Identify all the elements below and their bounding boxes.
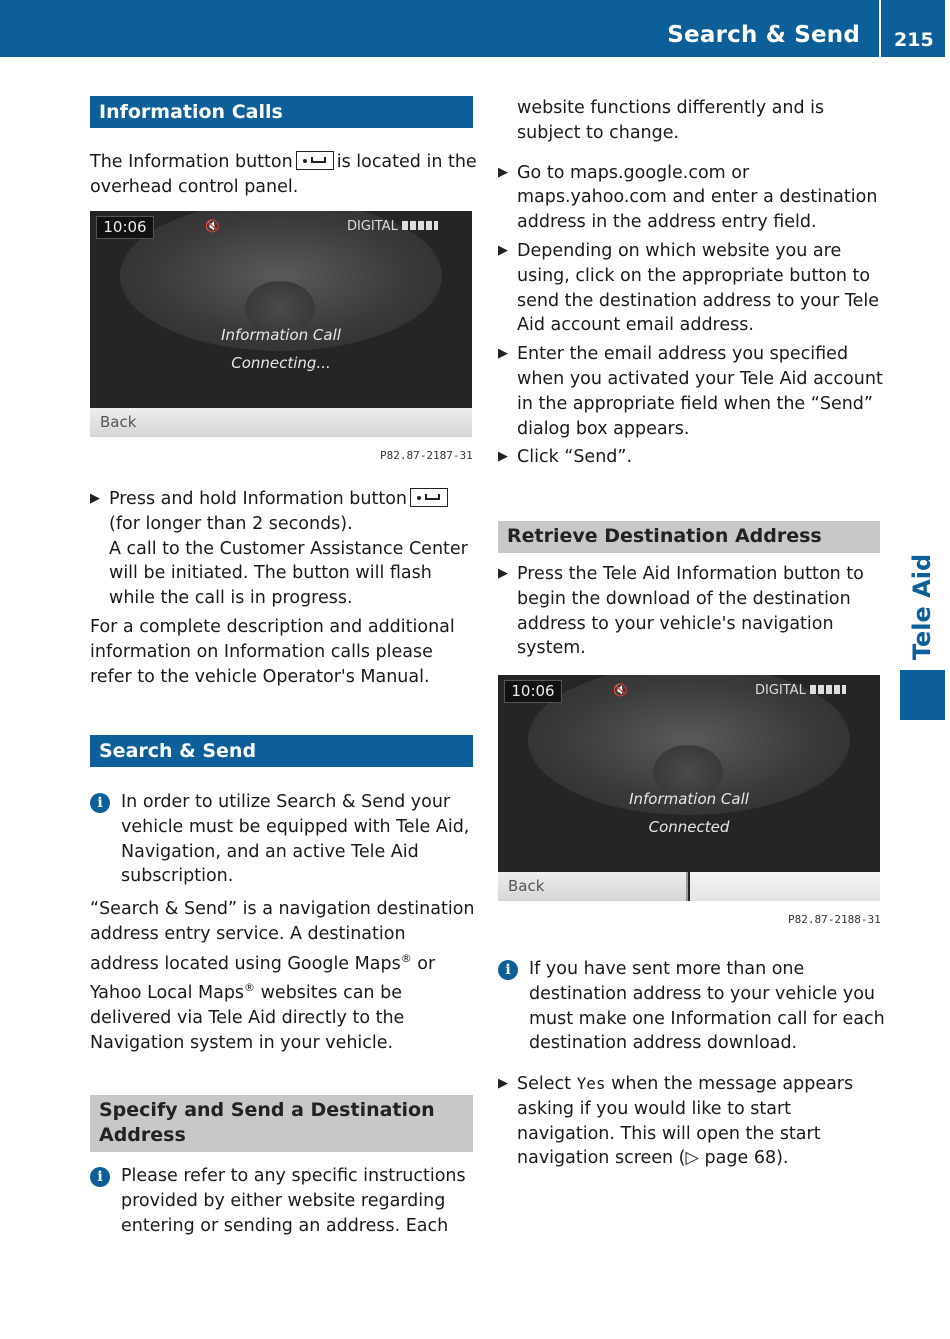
specify-info: i Please refer to any specific instructions provided by either website regarding entering or sending an address. Each — [90, 1164, 478, 1238]
select-yes-step: ▶ Select Yes when the message appears asking if you would like to start navigation. This will open the start navigation screen (▷ page 68). — [498, 1074, 854, 1169]
complete-description: For a complete description and additional information on Information calls please refer to the vehicle Operator's Manual. — [90, 616, 455, 687]
empty-softkey — [690, 872, 880, 901]
bullet-arrow-icon: ▶ — [498, 242, 508, 258]
status-bar — [90, 211, 472, 241]
bullet-arrow-icon: ▶ — [498, 346, 508, 362]
bullet-arrow-icon: ▶ — [90, 491, 100, 506]
status-bar — [498, 675, 880, 705]
info-icon: i — [90, 1167, 110, 1187]
section-heading-search-send: Search & Send — [90, 735, 473, 767]
call-status: Connected — [648, 818, 730, 836]
signal-indicator: DIGITAL — [347, 219, 438, 234]
image-reference: P82.87-2187-31 — [380, 449, 473, 462]
step-1: ▶ Go to maps.google.com or maps.yahoo.com and enter a destination address in the address entry field. — [498, 162, 878, 233]
call-title: Information Call — [221, 326, 341, 344]
signal-indicator: DIGITAL — [755, 683, 846, 698]
section-heading-retrieve: Retrieve Destination Address — [498, 521, 880, 553]
more-addresses-info: i If you have sent more than one destination address to your vehicle you must make one Information call for each destination address download. — [498, 957, 886, 1056]
intro-text-a: The Information button — [90, 152, 293, 172]
section-heading-information-calls: Information Calls — [90, 96, 473, 128]
call-status: Connecting... — [231, 354, 331, 372]
step-4: ▶ Click “Send”. — [498, 445, 886, 470]
side-tab-marker — [900, 670, 945, 720]
bullet-arrow-icon: ▶ — [498, 449, 508, 465]
back-button[interactable]: Back — [498, 872, 688, 901]
press-hold-instruction: ▶ Press and hold Information button (for longer than 2 seconds). A call to the Customer Assistance Center will be initiated. The button will flash while the call is in progress. For a complete description and additional information on Information calls please refer to the vehicle Operator's Manual. — [90, 487, 478, 689]
bullet-arrow-icon: ▶ — [498, 1076, 508, 1091]
screenshot-information-call-connecting — [90, 211, 472, 437]
page-number: 215 — [894, 29, 934, 51]
side-tab-label: Tele Aid — [908, 553, 936, 661]
continued-text: website functions differently and is subject to change. — [517, 98, 825, 143]
search-send-info: i In order to utilize Search & Send your vehicle must be equipped with Tele Aid, Navigation, and an active Tele Aid subscription. “Search & Send” is a navigation destination address entry service. A destination address located using Google Maps® or Yahoo Local Maps® websites can be delivered via Tele Aid directly to the Navigation system in your vehicle. — [90, 790, 478, 1056]
bullet-arrow-icon: ▶ — [498, 566, 508, 581]
page-reference-arrow-icon: ▷ — [685, 1148, 699, 1169]
mute-icon: 🔇 — [205, 219, 220, 233]
image-reference: P82.87-2188-31 — [788, 913, 881, 926]
retrieve-step: ▶ Press the Tele Aid Information button to begin the download of the destination address to your vehicle's navigation system. — [498, 564, 864, 659]
yes-softkey-label: Yes — [576, 1074, 606, 1093]
information-button-icon — [296, 151, 334, 170]
header-divider — [879, 0, 881, 57]
step-3: ▶ Enter the email address you specified when you activated your Tele Aid account in the appropriate field when the “Send” dialog box appears. — [498, 344, 883, 439]
section-heading-specify-send: Specify and Send a Destination Address — [90, 1095, 473, 1152]
step-2: ▶ Depending on which website you are using, click on the appropriate button to send the destination address to your Tele Aid account email address. — [498, 240, 880, 336]
information-button-icon — [410, 488, 448, 507]
info-calls-intro — [90, 150, 478, 200]
page-header — [0, 0, 945, 57]
bullet-arrow-icon: ▶ — [498, 164, 508, 180]
clock: 10:06 — [504, 680, 562, 703]
screenshot-information-call-connected — [498, 675, 880, 901]
intro-text-b: is located in the overhead control panel. — [90, 152, 477, 197]
search-send-description: “Search & Send” is a navigation destination address entry service. A destination address located using Google Maps® or Yahoo Local Maps® websites can be delivered via Tele Aid directly to the Navigation system in your vehicle. — [90, 899, 475, 1053]
header-title: Search & Send — [667, 22, 860, 48]
clock: 10:06 — [96, 216, 154, 239]
signal-bars-icon — [810, 685, 846, 694]
call-title: Information Call — [629, 790, 749, 808]
right-column-steps — [498, 96, 886, 470]
info-icon: i — [90, 793, 110, 813]
info-icon: i — [498, 960, 518, 980]
back-button[interactable]: Back — [90, 408, 472, 437]
signal-bars-icon — [402, 221, 438, 230]
mute-icon: 🔇 — [613, 683, 628, 697]
